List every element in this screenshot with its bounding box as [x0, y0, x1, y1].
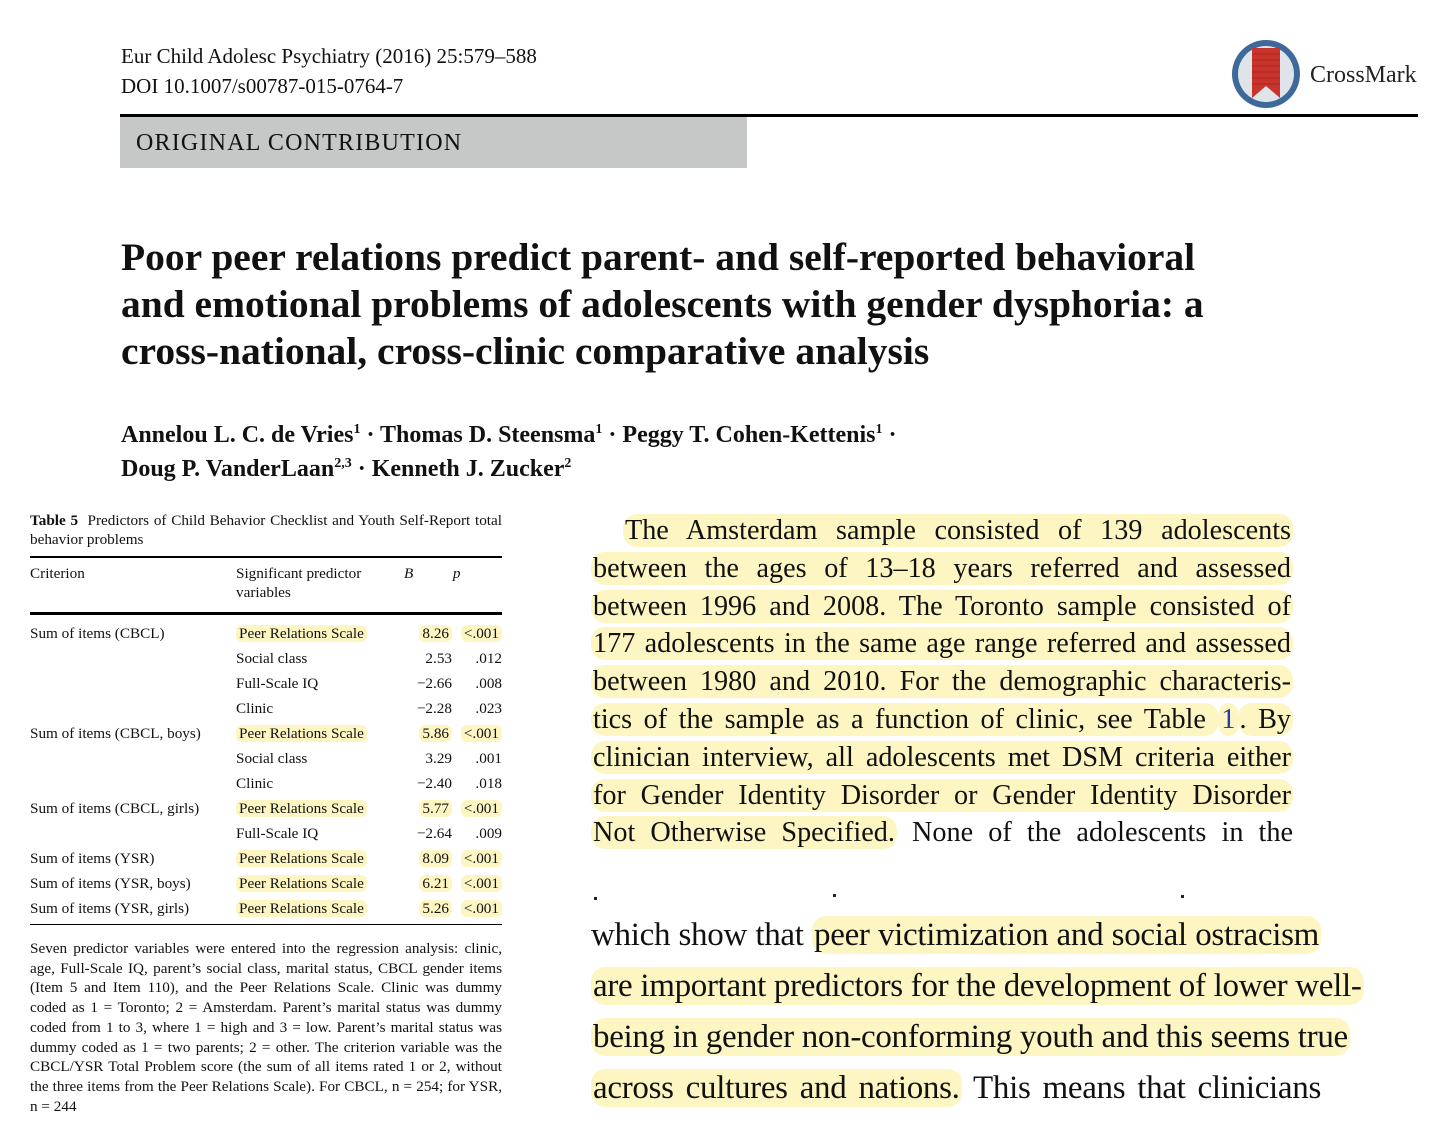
- journal-citation: Eur Child Adolesc Psychiatry (2016) 25:579–588: [121, 44, 537, 68]
- cell-predictor: [236, 896, 400, 921]
- cell-b-text: 5.86: [419, 725, 452, 742]
- title-line: Poor peer relations predict parent- and self-reported behavioral: [121, 235, 1196, 279]
- table-header-rule: [30, 612, 502, 615]
- cell-criterion: [30, 821, 236, 846]
- header-p: p: [452, 564, 461, 582]
- author-name[interactable]: Annelou L. C. de Vries: [121, 422, 354, 448]
- cell-p: [452, 721, 502, 746]
- text-line: [591, 814, 1293, 852]
- table-row: [30, 746, 502, 771]
- text-segment: This means that clinicians: [961, 1070, 1321, 1106]
- header-b: B: [404, 564, 414, 582]
- highlighted-text: 177 adolescents in the same age range referred and assessed: [593, 628, 1291, 660]
- cell-b: [400, 896, 452, 921]
- cell-p: [452, 746, 502, 771]
- cell-predictor-text: Social class: [236, 649, 308, 667]
- cell-p: [452, 871, 502, 896]
- highlighted-text: between the ages of 13–18 years referred and assessed: [593, 552, 1291, 584]
- cell-b-text: 8.26: [419, 625, 452, 642]
- table-row: [30, 846, 502, 871]
- cell-predictor-text: Clinic: [236, 774, 274, 792]
- cell-predictor-text: Peer Relations Scale: [236, 875, 367, 892]
- table-row: [30, 796, 502, 821]
- cell-b-text: −2.40: [416, 774, 452, 792]
- cell-b: [400, 846, 452, 871]
- cell-predictor: [236, 621, 400, 646]
- cell-p-text: .023: [475, 699, 502, 717]
- predictors-table: [30, 558, 502, 602]
- cell-b-text: 3.29: [425, 749, 452, 767]
- cell-predictor-text: Clinic: [236, 699, 274, 717]
- cell-p-text: <.001: [461, 850, 502, 867]
- cell-predictor: [236, 671, 400, 696]
- cell-p-text: <.001: [461, 875, 502, 892]
- highlighted-text: . By: [1239, 703, 1291, 735]
- highlighted-text: Not Otherwise Specified.: [593, 817, 895, 849]
- table-row: [30, 771, 502, 796]
- table-1-link[interactable]: 1: [1221, 703, 1236, 735]
- highlighted-text: The Amsterdam sample consisted of 139 adolescents: [625, 515, 1291, 546]
- header-criterion: Criterion: [30, 564, 85, 582]
- cell-p-text: .012: [475, 649, 502, 667]
- body-excerpt-bottom: [591, 910, 1362, 1114]
- text-line: [591, 739, 1293, 777]
- cell-b: [400, 721, 452, 746]
- table-caption-text: Predictors of Child Behavior Checklist and Youth Self-Report total behavior problems: [30, 512, 502, 548]
- cell-b: [400, 796, 452, 821]
- highlighted-text: between 1996 and 2008. The Toronto sample consisted of: [593, 590, 1291, 622]
- author-line: [121, 452, 897, 486]
- cell-p: [452, 796, 502, 821]
- article-title: [121, 234, 1351, 375]
- cell-p: [452, 621, 502, 646]
- title-line: and emotional problems of adolescents with gender dysphoria: a: [121, 282, 1204, 326]
- cell-p-text: .001: [475, 749, 502, 767]
- cell-b: [400, 696, 452, 721]
- author-separator: ·: [602, 422, 623, 448]
- cell-predictor: [236, 771, 400, 796]
- table-row: [30, 871, 502, 896]
- cell-predictor: [236, 646, 400, 671]
- highlighted-text: across cultures and nations.: [593, 1070, 960, 1106]
- title-line: cross-national, cross-clinic comparative analysis: [121, 329, 930, 373]
- cell-b: [400, 871, 452, 896]
- cell-predictor-text: Peer Relations Scale: [236, 625, 367, 642]
- author-affiliation: 2: [564, 456, 572, 471]
- text-line: [591, 663, 1293, 701]
- text-line: [591, 777, 1293, 815]
- cell-b-text: 5.26: [419, 900, 452, 917]
- author-name[interactable]: Thomas D. Steensma: [380, 422, 596, 448]
- body-excerpt-top: [591, 512, 1293, 852]
- cell-criterion-text: Sum of items (YSR, girls): [30, 899, 190, 917]
- highlighted-text: tics of the sample as a function of clinic, see Table: [593, 703, 1218, 735]
- highlighted-text: for Gender Identity Disorder or Gender Identity Disorder: [593, 779, 1291, 811]
- table-row: [30, 721, 502, 746]
- table-footnote: Seven predictor variables were entered into the regression analysis: clinic, age, Full-Scale IQ, parent’s social class, marital status, CBCL gender items (Item 5 and Item 110), and the Peer Relations Scale. Clinic was dummy coded as 1 = Toronto; 2 = Amsterdam. Parent’s marital status was dummy coded from 1 to 3, where 1 = high and 3 = low. Parent’s marital status was dummy coded as 1 = two parents; 2 = other. The criterion variable was the CBCL/YSR Total Problem score (the sum of all items rated 1 or 2, without the three items from the Peer Relations Scale). For CBCL, n = 254; for YSR, n = 244: [30, 940, 502, 1115]
- table-5: [30, 511, 502, 1116]
- text-line: [591, 588, 1293, 626]
- author-list: [121, 418, 897, 486]
- text-line: [591, 1012, 1348, 1063]
- table-label: Table 5: [30, 512, 79, 529]
- cell-predictor-text: Peer Relations Scale: [236, 725, 367, 742]
- cell-b: [400, 771, 452, 796]
- cell-b-text: −2.66: [416, 674, 452, 692]
- cell-predictor: [236, 721, 400, 746]
- cell-predictor-text: Peer Relations Scale: [236, 900, 367, 917]
- cell-criterion: [30, 796, 236, 821]
- table-row: [30, 646, 502, 671]
- highlighted-text: are important predictors for the development of lower well-: [593, 968, 1362, 1004]
- cell-criterion-text: Sum of items (CBCL): [30, 624, 165, 642]
- author-separator: ·: [882, 422, 897, 448]
- author-name[interactable]: Peggy T. Cohen-Kettenis: [622, 422, 876, 448]
- cell-p-text: <.001: [461, 625, 502, 642]
- author-line: [121, 418, 897, 452]
- text-segment: None of the adolescents in the: [896, 817, 1293, 849]
- cell-criterion-text: Sum of items (YSR, boys): [30, 874, 191, 892]
- cell-criterion: [30, 671, 236, 696]
- cell-b: [400, 746, 452, 771]
- cell-p-text: .009: [475, 824, 502, 842]
- table-row: [30, 621, 502, 646]
- cell-b: [400, 646, 452, 671]
- cell-predictor-text: Social class: [236, 749, 308, 767]
- header-predictor-line: variables: [236, 583, 291, 601]
- text-line: [591, 910, 1321, 961]
- author-separator: ·: [351, 456, 372, 482]
- table-row: [30, 696, 502, 721]
- cell-predictor-text: Peer Relations Scale: [236, 850, 367, 867]
- header-predictor-line: Significant predictor: [236, 564, 362, 582]
- cell-p-text: .018: [475, 774, 502, 792]
- author-name[interactable]: Doug P. VanderLaan: [121, 456, 335, 482]
- cell-b-text: 5.77: [419, 800, 452, 817]
- text-line: [591, 701, 1293, 739]
- cell-predictor: [236, 821, 400, 846]
- highlighted-text: being in gender non-conforming youth and this seems true: [593, 1019, 1348, 1055]
- text-line: [591, 550, 1293, 588]
- cell-p: [452, 846, 502, 871]
- cell-criterion: [30, 846, 236, 871]
- cell-predictor: [236, 871, 400, 896]
- cell-criterion: [30, 871, 236, 896]
- author-affiliation: 1: [595, 422, 603, 437]
- cell-criterion: [30, 621, 236, 646]
- cell-predictor: [236, 746, 400, 771]
- cell-b-text: 2.53: [425, 649, 452, 667]
- section-label: ORIGINAL CONTRIBUTION: [136, 130, 463, 156]
- cell-p-text: <.001: [461, 900, 502, 917]
- cell-b-text: 6.21: [419, 875, 452, 892]
- cell-p: [452, 696, 502, 721]
- cell-criterion: [30, 896, 236, 921]
- cropped-line-remnant: [591, 893, 1191, 901]
- cell-predictor: [236, 846, 400, 871]
- table-row: [30, 821, 502, 846]
- cell-b-text: −2.64: [416, 824, 452, 842]
- text-line: [591, 625, 1293, 663]
- cell-p: [452, 771, 502, 796]
- cell-criterion: [30, 771, 236, 796]
- cell-predictor: [236, 696, 400, 721]
- text-line: [591, 1063, 1321, 1114]
- cell-criterion: [30, 646, 236, 671]
- highlighted-text: peer victimization and social ostracism: [814, 917, 1319, 953]
- cell-b: [400, 671, 452, 696]
- cell-predictor-text: Full-Scale IQ: [236, 674, 319, 692]
- highlighted-text: between 1980 and 2010. For the demographic characteris-: [593, 666, 1291, 698]
- crossmark-label[interactable]: CrossMark: [1310, 62, 1417, 88]
- cell-p-text: <.001: [461, 725, 502, 742]
- table-caption: [30, 511, 502, 549]
- cell-b-text: 8.09: [419, 850, 452, 867]
- author-name[interactable]: Kenneth J. Zucker: [371, 456, 565, 482]
- predictors-table-body: [30, 621, 502, 921]
- crossmark-icon: [1230, 38, 1302, 110]
- table-header-row: [30, 558, 502, 602]
- cell-p-text: .008: [475, 674, 502, 692]
- author-affiliation: 2,3: [334, 456, 352, 471]
- text-line: [591, 961, 1362, 1012]
- cell-b: [400, 621, 452, 646]
- highlighted-text: clinician interview, all adolescents met DSM criteria either: [593, 741, 1291, 773]
- cell-criterion-text: Sum of items (YSR): [30, 849, 155, 867]
- cell-p: [452, 821, 502, 846]
- table-bottom-rule: [30, 924, 502, 926]
- text-line: [591, 512, 1293, 550]
- cell-predictor: [236, 796, 400, 821]
- header-predictor: [236, 558, 400, 602]
- cell-predictor-text: Full-Scale IQ: [236, 824, 319, 842]
- cell-criterion-text: Sum of items (CBCL, girls): [30, 799, 200, 817]
- author-separator: ·: [360, 422, 381, 448]
- cell-p: [452, 896, 502, 921]
- table-row: [30, 671, 502, 696]
- doi[interactable]: DOI 10.1007/s00787-015-0764-7: [121, 74, 404, 98]
- cell-predictor-text: Peer Relations Scale: [236, 800, 367, 817]
- cell-p: [452, 646, 502, 671]
- author-affiliation: 1: [353, 422, 361, 437]
- text-segment: which show that: [591, 917, 813, 953]
- cell-p-text: <.001: [461, 800, 502, 817]
- cell-criterion: [30, 746, 236, 771]
- cell-criterion: [30, 696, 236, 721]
- cell-criterion-text: Sum of items (CBCL, boys): [30, 724, 201, 742]
- author-affiliation: 1: [875, 422, 883, 437]
- table-row: [30, 896, 502, 921]
- cell-b: [400, 821, 452, 846]
- cell-criterion: [30, 721, 236, 746]
- cell-b-text: −2.28: [416, 699, 452, 717]
- cell-p: [452, 671, 502, 696]
